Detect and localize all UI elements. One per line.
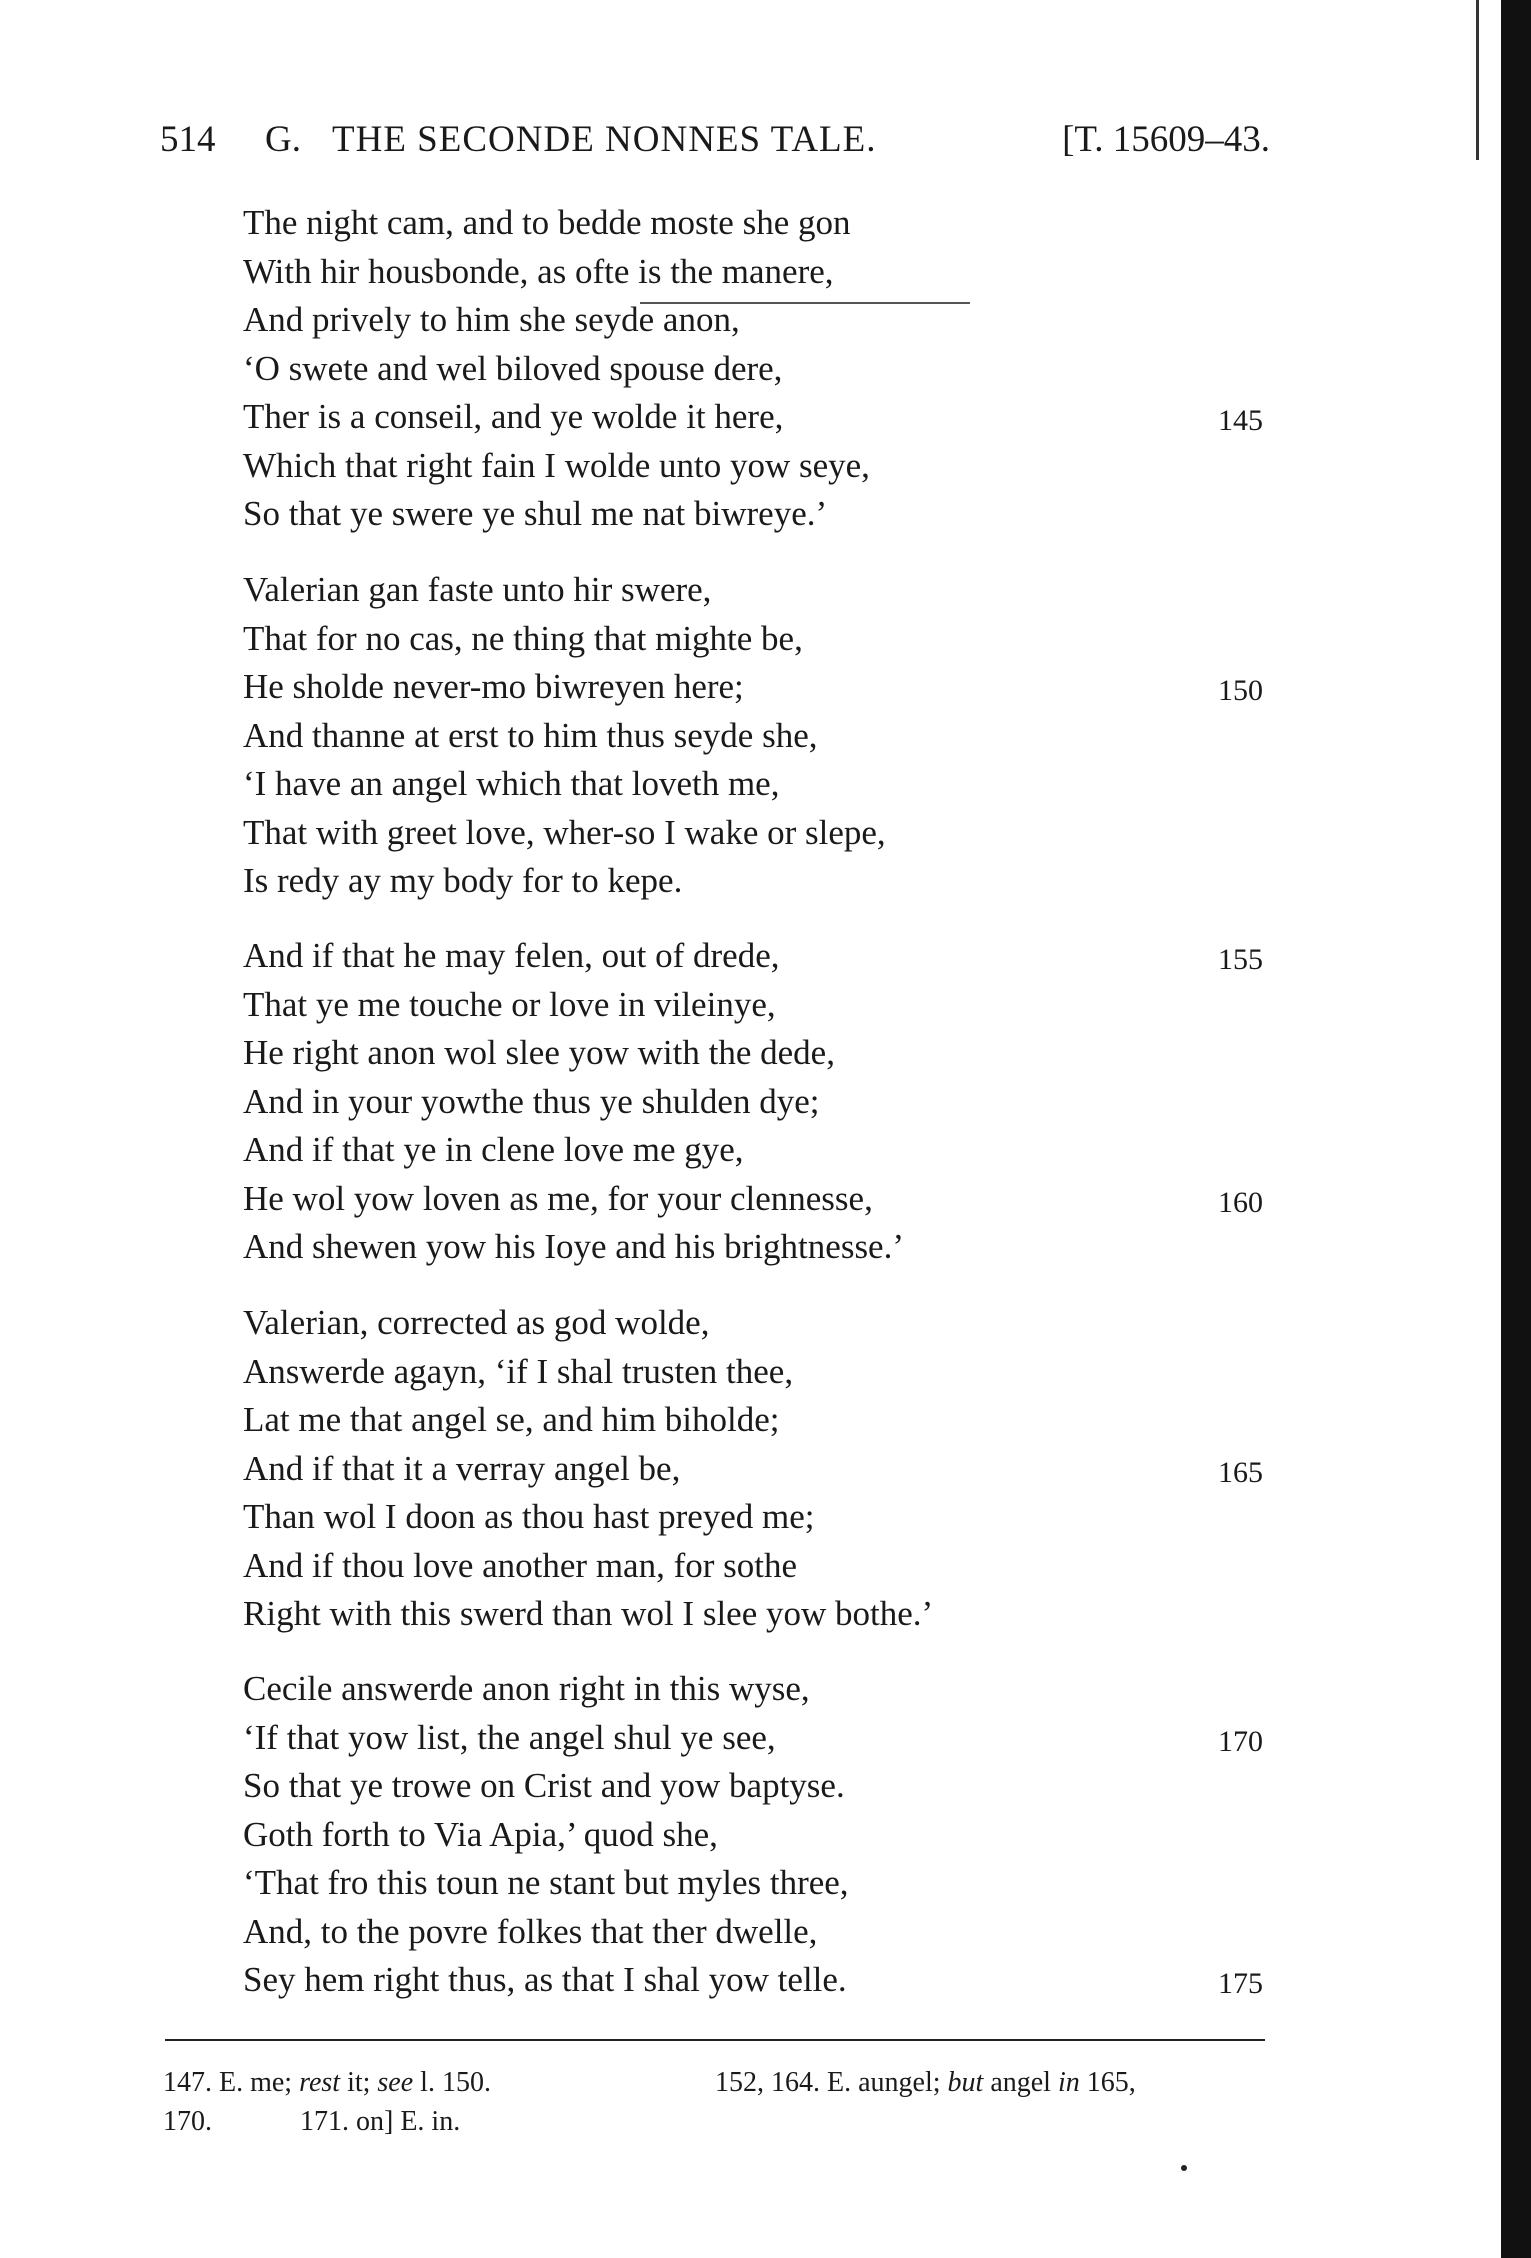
verse-text: Valerian gan faste unto hir swere, — [243, 570, 712, 609]
verse-line — [243, 490, 1263, 539]
verse-line — [243, 1493, 1263, 1542]
verse-line — [243, 1223, 1263, 1272]
stanza — [243, 1299, 1263, 1639]
verse-text: That with greet love, wher-so I wake or slepe, — [243, 812, 886, 852]
line-number: 155 — [1218, 943, 1263, 976]
footnote-171: 171. on] E. in. — [300, 2106, 461, 2137]
footnote-row — [163, 2102, 1278, 2141]
verse-text: With hir housbonde, as ofte is the manere, — [243, 251, 834, 291]
verse-text: And if that he may felen, out of drede, — [243, 936, 780, 975]
verse-text: Lat me that angel se, and him biholde; — [243, 1400, 780, 1439]
verse-line — [243, 1029, 1263, 1078]
footnote-170: 170. — [163, 2106, 212, 2137]
verse-line — [243, 1590, 1263, 1639]
stanza — [243, 1665, 1263, 2005]
verse-line — [243, 663, 1263, 712]
verse-text: Which that right fain I wolde unto yow seye, — [243, 445, 870, 485]
verse-text: Cecile answerde anon right in this wyse, — [243, 1669, 810, 1708]
verse-line — [243, 442, 1263, 491]
verse-text: Sey hem right thus, as that I shal yow telle. — [243, 1960, 847, 1999]
verse-text: So that ye trowe on Crist and yow baptyse. — [243, 1766, 845, 1805]
footnote-147: 147. E. me; rest it; see l. 150. — [163, 2067, 491, 2098]
footnote-row — [163, 2063, 1278, 2102]
verse-text: The night cam, and to bedde moste she gon — [243, 203, 851, 242]
verse-line — [243, 1714, 1263, 1763]
verse-text: That for no cas, ne thing that mighte be, — [243, 618, 803, 658]
page-edge-shadow — [1501, 0, 1531, 2258]
footnote-rule — [165, 2039, 1265, 2041]
verse-text: And, to the povre folkes that ther dwelle, — [243, 1911, 818, 1951]
verse-text: Ther is a conseil, and ye wolde it here, — [243, 397, 784, 436]
verse-text: ‘If that yow list, the angel shul ye see, — [243, 1717, 776, 1757]
verse-text: And if that ye in clene love me gye, — [243, 1130, 744, 1169]
stray-dot — [1181, 2165, 1187, 2171]
verse-line — [243, 199, 1263, 248]
verse-line — [243, 1811, 1263, 1860]
verse-text: And shewen yow his Ioye and his brightnesse.’ — [243, 1227, 905, 1266]
verse-line — [243, 566, 1263, 615]
verse-line — [243, 1126, 1263, 1175]
verse-line — [243, 1078, 1263, 1127]
verse-text: ‘O swete and wel biloved spouse dere, — [243, 348, 783, 388]
line-number: 165 — [1218, 1455, 1263, 1489]
verse-text: He wol yow loven as me, for your clennesse, — [243, 1178, 873, 1218]
verse-line — [243, 1445, 1263, 1494]
line-number: 170 — [1218, 1724, 1263, 1758]
verse-text: He right anon wol slee yow with the dede, — [243, 1033, 835, 1072]
section-letter: G. — [265, 119, 301, 160]
verse-text: And prively to him she seyde anon, — [243, 300, 740, 339]
verse-line — [243, 248, 1263, 297]
verse-line — [243, 1542, 1263, 1591]
verse-line — [243, 857, 1263, 906]
verse-line — [243, 1348, 1263, 1397]
verse-line — [243, 345, 1263, 394]
verse-text: And if thou love another man, for sothe — [243, 1545, 798, 1585]
verse-line — [243, 1762, 1263, 1811]
verse-line — [243, 932, 1263, 981]
verse-text: ‘I have an angel which that loveth me, — [243, 764, 780, 803]
page-edge-line — [1476, 0, 1479, 160]
verse-line — [243, 1299, 1263, 1348]
verse-text: And if that it a verray angel be, — [243, 1448, 681, 1488]
verse-text: Answerde agayn, ‘if I shal trusten thee, — [243, 1351, 794, 1391]
line-number: 145 — [1218, 404, 1263, 437]
line-number: 160 — [1218, 1185, 1263, 1219]
verse-line — [243, 296, 1263, 345]
footnote-152-164: 152, 164. E. aungel; but angel in 165, — [715, 2067, 1136, 2098]
page-number: 514 — [160, 119, 216, 160]
verse-line — [243, 1956, 1263, 2005]
verse-text: That ye me touche or love in vileinye, — [243, 984, 776, 1024]
verse-line — [243, 1665, 1263, 1714]
verse-text: And in your yowthe thus ye shulden dye; — [243, 1081, 820, 1121]
stanza — [243, 566, 1263, 906]
line-reference: [T. 15609–43. — [1062, 119, 1270, 160]
stanza — [243, 932, 1263, 1272]
line-number: 150 — [1218, 674, 1263, 707]
verse-line — [243, 393, 1263, 442]
verse-text: He sholde never-mo biwreyen here; — [243, 667, 744, 706]
verse-line — [243, 981, 1263, 1030]
verse-text: Right with this swerd than wol I slee yow bothe.’ — [243, 1594, 934, 1633]
verse-line — [243, 1908, 1263, 1957]
footnotes — [163, 2063, 1278, 2141]
verse-line — [243, 615, 1263, 664]
stanza — [243, 199, 1263, 539]
verse-line — [243, 1396, 1263, 1445]
verse-text: Is redy ay my body for to kepe. — [243, 861, 683, 900]
verse-text: Goth forth to Via Apia,’ quod she, — [243, 1814, 718, 1854]
line-number: 175 — [1218, 1967, 1263, 2000]
verse-line — [243, 809, 1263, 858]
verse-line — [243, 1175, 1263, 1224]
verse-line — [243, 760, 1263, 809]
verse-text: So that ye swere ye shul me nat biwreye.’ — [243, 494, 828, 533]
verse-text: And thanne at erst to him thus seyde she, — [243, 715, 818, 755]
verse-line — [243, 1859, 1263, 1908]
verse-text: Than wol I doon as thou hast preyed me; — [243, 1497, 815, 1536]
running-title: THE SECONDE NONNES TALE. — [332, 119, 877, 160]
verse-text: ‘That fro this toun ne stant but myles three, — [243, 1863, 849, 1902]
verse-text: Valerian, corrected as god wolde, — [243, 1303, 710, 1342]
verse-line — [243, 712, 1263, 761]
